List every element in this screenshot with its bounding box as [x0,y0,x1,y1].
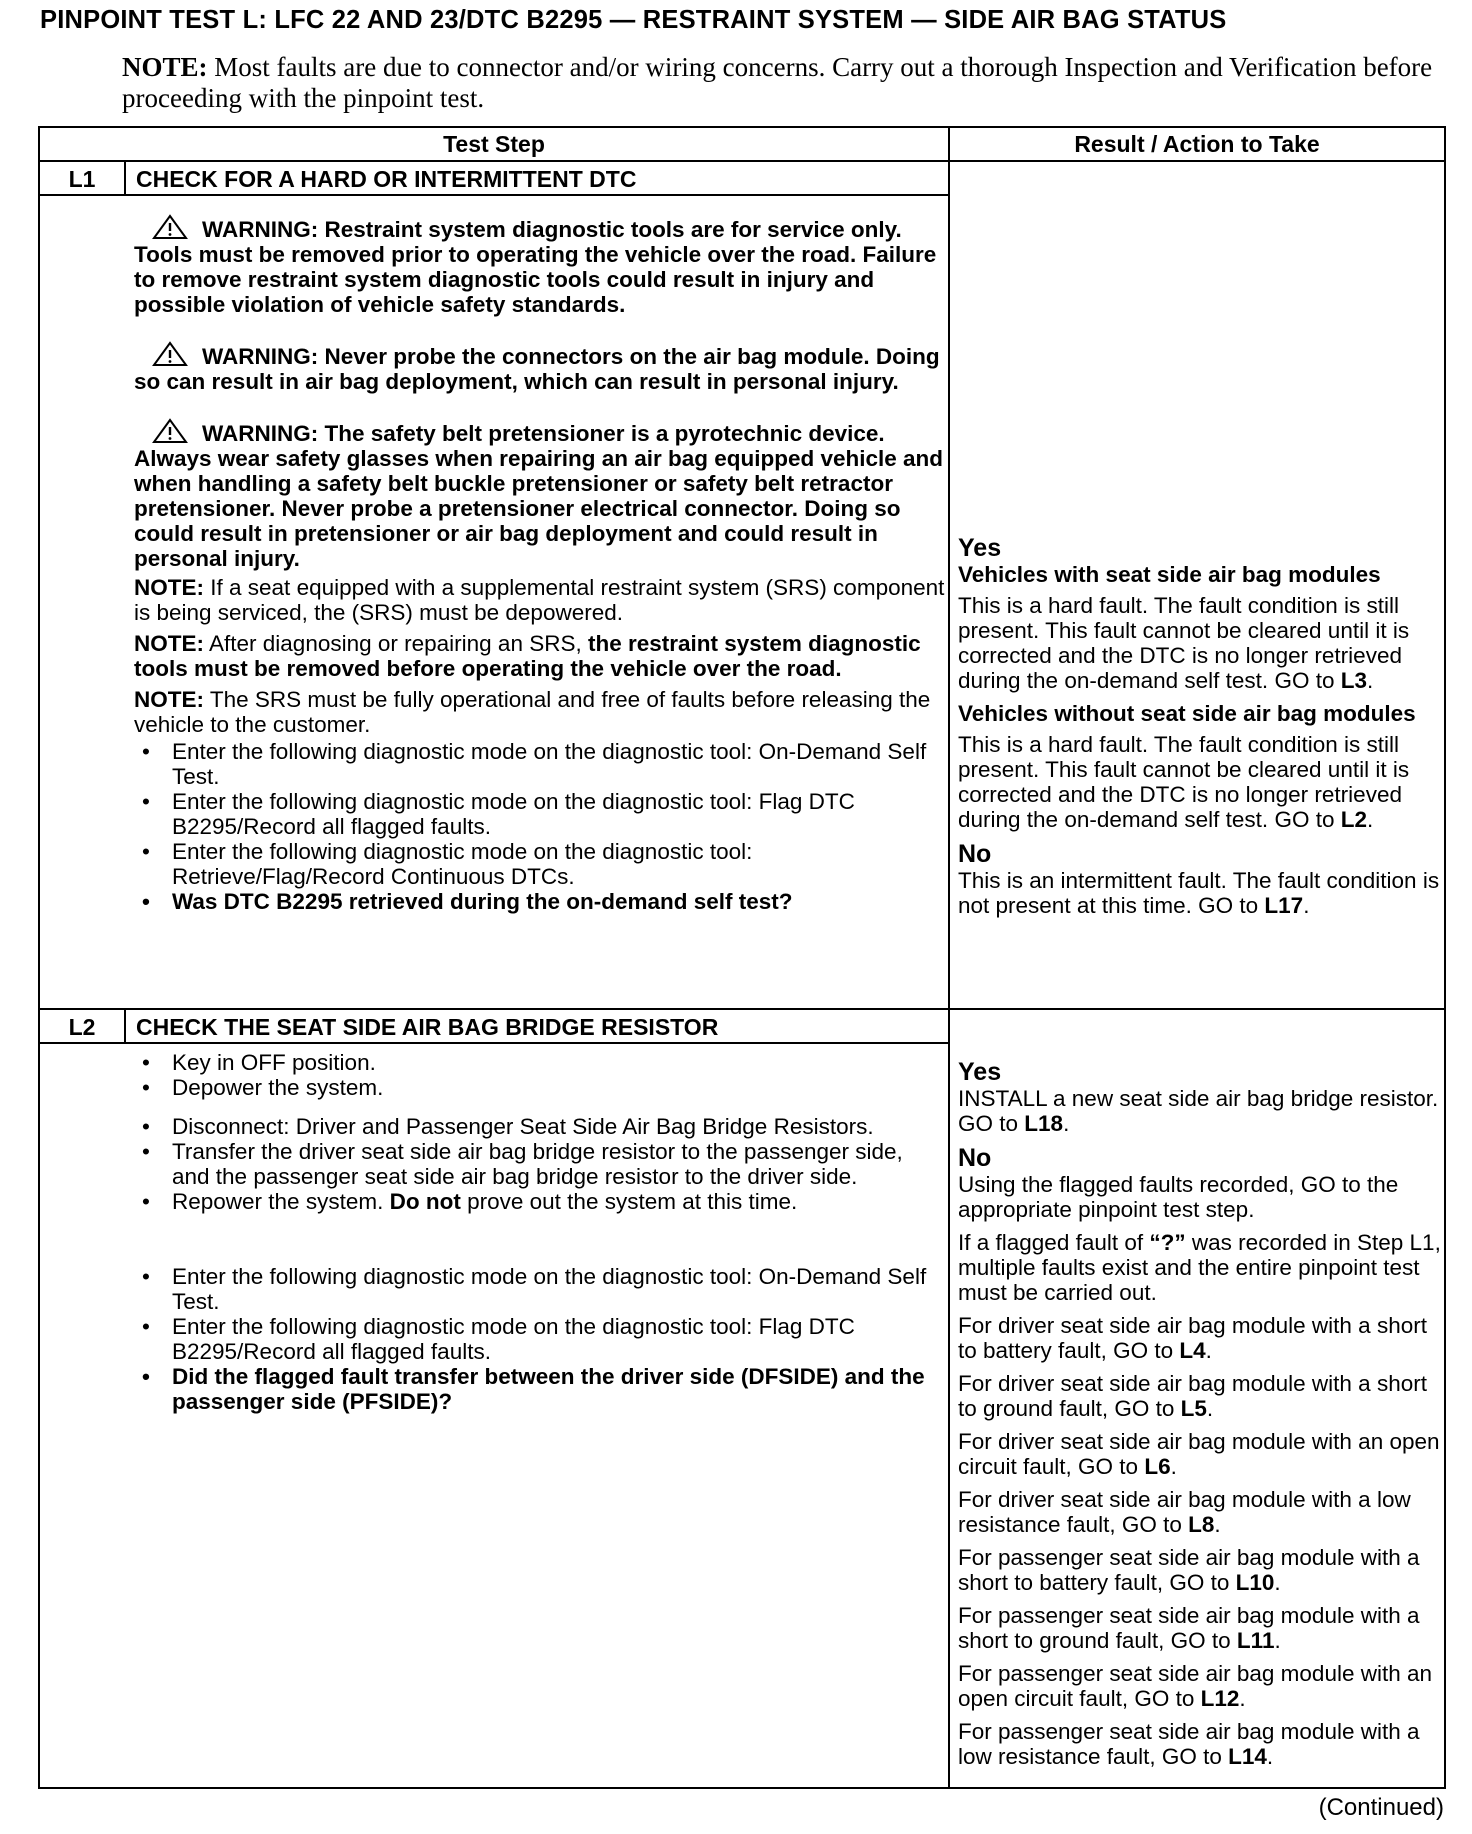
route-text: For driver seat side air bag module with a short to battery fault, GO to [958,1313,1427,1363]
list-item: • Disconnect: Driver and Passenger Seat Side Air Bag Bridge Resistors. [134,1114,946,1139]
list-item: • Enter the following diagnostic mode on the diagnostic tool: On-Demand Self Test. [134,1264,946,1314]
note-2-text: After diagnosing or repairing an SRS, [209,631,582,656]
result-go-l18: L18 [1024,1111,1064,1136]
warning-2 [134,341,946,394]
warning-3 [134,418,946,571]
result-no-text-l2: Using the flagged faults recorded, GO to the appropriate pinpoint test step. [958,1172,1399,1222]
route-target: L10 [1235,1570,1275,1595]
note-label: NOTE: [134,631,204,656]
list-item: • Key in OFF position. [134,1050,946,1075]
result-l2 [958,1058,1444,1777]
flag-text-symbol: “?” [1149,1230,1186,1255]
result-with-modules-heading: Vehicles with seat side air bag modules [958,562,1381,587]
note-3 [134,687,946,737]
route-target: L6 [1144,1454,1171,1479]
list-item: • Enter the following diagnostic mode on the diagnostic tool: On-Demand Self Test. [134,739,946,789]
route-text: For passenger seat side air bag module with an open circuit fault, GO to [958,1661,1433,1711]
list-item: • Enter the following diagnostic mode on the diagnostic tool: Retrieve/Flag/Record Continuous DTCs. [134,839,946,889]
list-item: • Depower the system. [134,1075,946,1100]
result-go-l17: L17 [1264,893,1304,918]
step-body-l2 [134,1050,946,1414]
l1-procedure-list [134,739,946,914]
result-no-text-l1: This is an intermittent fault. The fault condition is not present at this time. GO to L17. [958,868,1440,918]
step-id-l1: L1 [68,166,96,192]
route-text: For driver seat side air bag module with an open circuit fault, GO to [958,1429,1440,1479]
page-title: PINPOINT TEST L: LFC 22 AND 23/DTC B2295 — RESTRAINT SYSTEM — SIDE AIR BAG STATUS [40,6,1227,34]
note-1-text: If a seat equipped with a supplemental restraint system (SRS) component is being serviced, the (SRS) must be depowered. [134,575,945,625]
l2-procedure-list-c [134,1264,946,1414]
l2-procedure-list-b [134,1114,946,1214]
route-item: For passenger seat side air bag module with an open circuit fault, GO to L12. [958,1661,1433,1711]
warning-1-text: WARNING: Restraint system diagnostic tools are for service only. Tools must be removed prior to operating the vehicle over the road. Failure to remove restraint system diagnostic tools could result in injury and possible violation of vehicle safety standards. [134,217,937,317]
pinpoint-test-table [38,126,1446,1789]
header-test-step: Test Step [443,131,545,157]
step-title-l2: CHECK THE SEAT SIDE AIR BAG BRIDGE RESISTOR [136,1014,719,1040]
intro-note-text: Most faults are due to connector and/or wiring concerns. Carry out a thorough Inspection and Verification before proceeding with the pinpoint test. [122,52,1433,113]
note-2 [134,631,946,681]
route-target: L11 [1236,1628,1275,1653]
route-text: For driver seat side air bag module with a short to ground fault, GO to [958,1371,1427,1421]
spacer [134,1100,946,1114]
list-item: • Transfer the driver seat side air bag bridge resistor to the passenger side, and the passenger seat side air bag bridge resistor to the driver side. [134,1139,946,1189]
route-item: For passenger seat side air bag module with a low resistance fault, GO to L14. [958,1719,1420,1769]
repower-emphasis: Do not [389,1189,461,1214]
note-2-emphasis: the restraint system diagnostic tools must be removed before operating the vehicle over the road. [134,631,921,681]
intro-note [122,52,1442,114]
result-flag-text [958,1230,1444,1305]
result-yes-text-l2: INSTALL a new seat side air bag bridge resistor. GO to L18. [958,1086,1439,1136]
warning-1 [134,214,946,317]
list-item: • Enter the following diagnostic mode on the diagnostic tool: Flag DTC B2295/Record all flagged faults. [134,789,946,839]
route-target: L12 [1200,1686,1240,1711]
l1-question: • Was DTC B2295 retrieved during the on-demand self test? [134,889,946,914]
result-no-body-l1: This is an intermittent fault. The fault condition is not present at this time. GO to [958,868,1440,918]
list-item-repower [134,1189,946,1214]
note-1 [134,575,946,625]
column-divider [948,128,950,1787]
route-item: For driver seat side air bag module with a low resistance fault, GO to L8. [958,1487,1411,1537]
result-yes-l1: Yes [958,534,1002,562]
repower-text: Repower the system. [172,1189,384,1214]
continued-label: (Continued) [1318,1794,1444,1821]
route-text: For passenger seat side air bag module with a low resistance fault, GO to [958,1719,1420,1769]
route-item: For driver seat side air bag module with a short to battery fault, GO to L4. [958,1313,1427,1363]
route-item: For passenger seat side air bag module with a short to ground fault, GO to L11. [958,1603,1420,1653]
route-target: L8 [1188,1512,1215,1537]
step-id-l2: L2 [68,1014,96,1040]
spacer [134,1214,946,1264]
route-text: For passenger seat side air bag module with a short to battery fault, GO to [958,1545,1420,1595]
result-no-l1: No [958,840,992,868]
repower-text-end: prove out the system at this time. [467,1189,798,1214]
route-text: For passenger seat side air bag module with a short to ground fault, GO to [958,1603,1420,1653]
list-item: • Enter the following diagnostic mode on the diagnostic tool: Flag DTC B2295/Record all flagged faults. [134,1314,946,1364]
warning-2-text: WARNING: Never probe the connectors on the air bag module. Doing so can result in air bag deployment, which can result in personal injury. [134,344,940,394]
result-without-modules-text: This is a hard fault. The fault condition is still present. This fault cannot be cleared until it is corrected and the DTC is no longer retrieved during the on-demand self test. GO to L2. [958,732,1410,832]
warning-triangle-icon [152,214,188,240]
intro-note-label: NOTE: [122,52,208,82]
result-go-l2: L2 [1340,807,1367,832]
route-text: For driver seat side air bag module with a low resistance fault, GO to [958,1487,1411,1537]
warning-triangle-icon [152,341,188,367]
route-target: L4 [1179,1338,1206,1363]
result-with-modules-body: This is a hard fault. The fault condition is still present. This fault cannot be cleared until it is corrected and the DTC is no longer retrieved during the on-demand self test. GO to [958,593,1410,693]
result-no-l2: No [958,1144,992,1172]
result-without-modules-heading: Vehicles without seat side air bag modules [958,701,1416,726]
l2-question: • Did the flagged fault transfer between the driver side (DFSIDE) and the passenger side (PFSIDE)? [134,1364,946,1414]
note-3-text: The SRS must be fully operational and free of faults before releasing the vehicle to the customer. [134,687,931,737]
route-target: L14 [1228,1744,1267,1769]
result-go-l3: L3 [1340,668,1367,693]
step-id-divider-l1 [124,162,126,196]
warning-triangle-icon [152,418,188,444]
note-label: NOTE: [134,575,204,600]
result-l1 [958,534,1444,926]
route-target: L5 [1180,1396,1207,1421]
route-item: For driver seat side air bag module with a short to ground fault, GO to L5. [958,1371,1427,1421]
result-without-modules-body: This is a hard fault. The fault condition is still present. This fault cannot be cleared until it is corrected and the DTC is no longer retrieved during the on-demand self test. GO to [958,732,1410,832]
result-with-modules-text: This is a hard fault. The fault condition is still present. This fault cannot be cleared until it is corrected and the DTC is no longer retrieved during the on-demand self test. GO to L3. [958,593,1410,693]
result-yes-body-l2: INSTALL a new seat side air bag bridge resistor. GO to [958,1086,1439,1136]
flag-text-pre: If a flagged fault of [958,1230,1144,1255]
step-body-l1 [134,214,946,914]
l2-procedure-list-a [134,1050,946,1100]
header-result: Result / Action to Take [1074,131,1320,157]
route-item: For driver seat side air bag module with an open circuit fault, GO to L6. [958,1429,1440,1479]
flag-text-post: was recorded in Step L1, multiple faults exist and the entire pinpoint test must be carried out. [958,1230,1441,1305]
step-title-l1: CHECK FOR A HARD OR INTERMITTENT DTC [136,166,637,192]
step-id-divider-l2 [124,1010,126,1044]
note-label: NOTE: [134,687,204,712]
warning-3-text: WARNING: The safety belt pretensioner is a pyrotechnic device. Always wear safety glasses when repairing an air bag equipped vehicle and when handling a safety belt buckle pretensioner or safety belt retractor pretensioner. Never probe a pretensioner electrical connector. Doing so could result in pretensioner or air bag deployment and could result in personal injury. [134,421,944,571]
result-yes-l2: Yes [958,1058,1002,1086]
route-item: For passenger seat side air bag module with a short to battery fault, GO to L10. [958,1545,1420,1595]
